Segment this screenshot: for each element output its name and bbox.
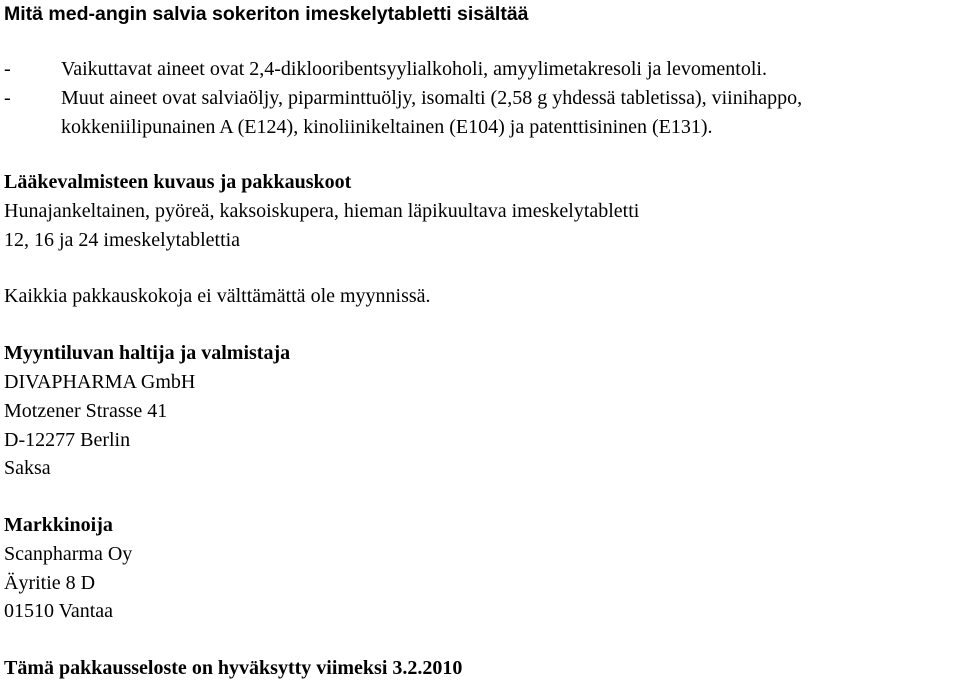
description-availability: Kaikkia pakkauskokoja ei välttämättä ole myynnissä. [4, 285, 431, 307]
marketer-name: Scanpharma Oy [4, 543, 133, 565]
holder-city: D-12277 Berlin [4, 429, 131, 451]
section-heading-marketer: Markkinoija [4, 514, 113, 536]
marketer-city: 01510 Vantaa [4, 600, 114, 622]
section-heading-holder: Myyntiluvan haltija ja valmistaja [4, 342, 291, 364]
ingredient-other-text-2: kokkeniilipunainen A (E124), kinoliinikeltainen (E104) ja patenttisininen (E131). [61, 116, 713, 138]
holder-country: Saksa [4, 457, 51, 479]
approval-date-statement: Tämä pakkausseloste on hyväksytty viimeksi 3.2.2010 [4, 657, 463, 679]
description-sizes: 12, 16 ja 24 imeskelytablettia [4, 229, 241, 251]
list-dash: - [4, 87, 11, 109]
holder-street: Motzener Strasse 41 [4, 400, 168, 422]
list-dash: - [4, 58, 11, 80]
ingredient-active-text: Vaikuttavat aineet ovat 2,4-diklooribentsyylialkoholi, amyylimetakresoli ja levomentoli. [61, 58, 767, 80]
holder-name: DIVAPHARMA GmbH [4, 371, 196, 393]
section-heading-contents: Mitä med-angin salvia sokeriton imeskelytabletti sisältää [4, 3, 529, 25]
marketer-street: Äyritie 8 D [4, 572, 96, 594]
ingredient-other-text-1: Muut aineet ovat salviaöljy, piparminttuöljy, isomalti (2,58 g yhdessä tabletissa), viinihappo, [61, 87, 803, 109]
section-heading-description: Lääkevalmisteen kuvaus ja pakkauskoot [4, 171, 352, 193]
description-appearance: Hunajankeltainen, pyöreä, kaksoiskupera, hieman läpikuultava imeskelytabletti [4, 200, 640, 222]
